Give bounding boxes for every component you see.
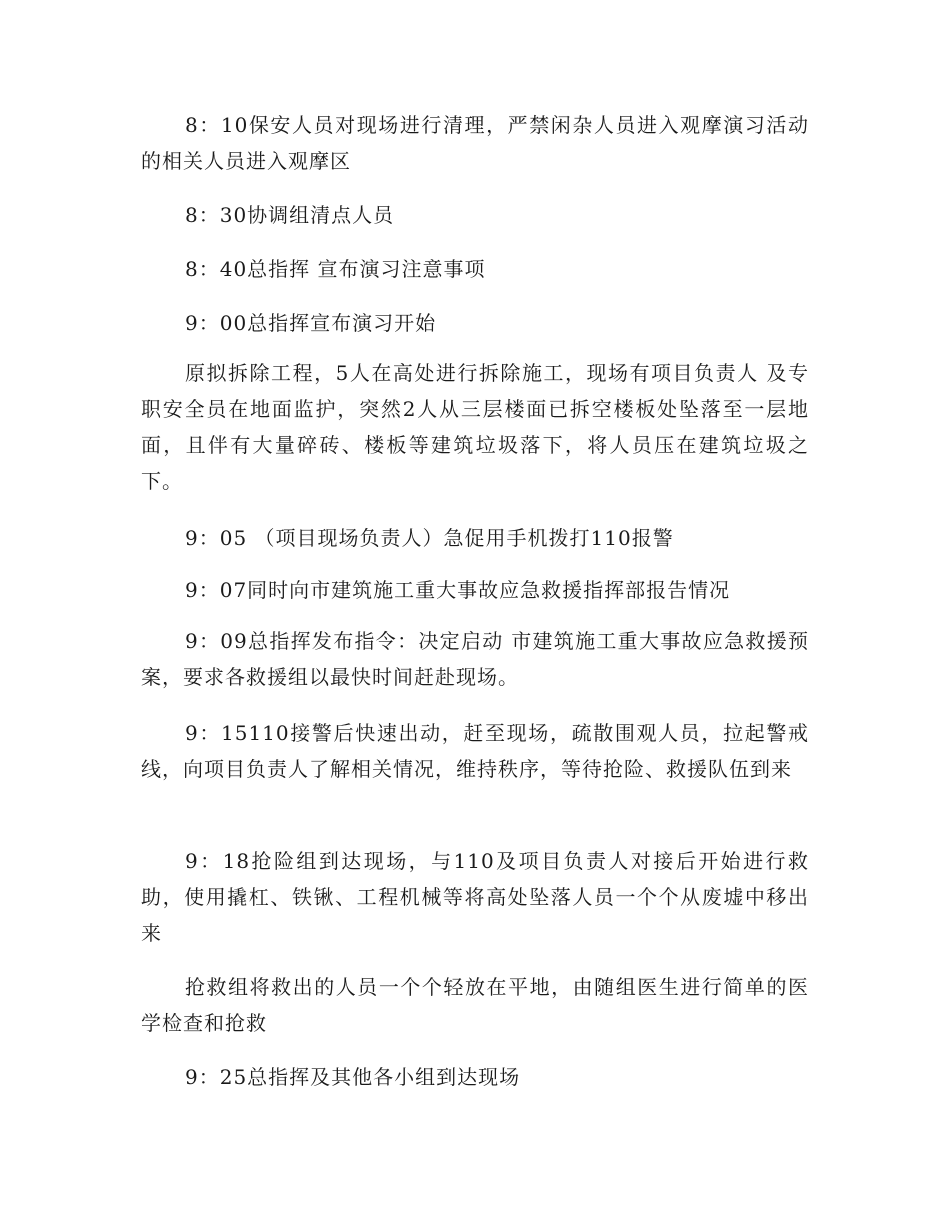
paragraph-0907-report: 9：07同时向市建筑施工重大事故应急救援指挥部报告情况 (185, 578, 731, 602)
paragraph-0900-drill-start: 9：00总指挥宣布演习开始 (185, 311, 437, 335)
paragraph-0830-headcount: 8：30协调组清点人员 (185, 203, 395, 227)
paragraph-0840-safety-briefing: 8：40总指挥 宣布演习注意事项 (185, 257, 486, 281)
paragraph-0925-command-arrive: 9：25总指挥及其他各小组到达现场 (185, 1065, 521, 1089)
paragraph-first-aid: 抢救组将救出的人员一个个轻放在平地，由随组医生进行简单的医学检查和抢救 (141, 975, 809, 1035)
paragraph-scenario-description: 原拟拆除工程，5人在高处进行拆除施工，现场有项目负责人 及专职安全员在地面监护，突然2人从三层楼面已拆空楼板处坠落至一层地面，且伴有大量碎砖、楼板等建筑垃圾落下，将人员压在建筑垃圾之下。 (141, 361, 809, 493)
paragraph-0915-police-arrive: 9：15110接警后快速出动，赶至现场，疏散围观人员，拉起警戒线，向项目负责人了解相关情况，维持秩序，等待抢险、救援队伍到来 (141, 721, 809, 781)
paragraph-0905-police-call: 9：05 （项目现场负责人）急促用手机拨打110报警 (185, 526, 674, 550)
paragraph-0909-activate-plan: 9：09总指挥发布指令：决定启动 市建筑施工重大事故应急救援预案，要求各救援组以最快时间赶赴现场。 (141, 629, 809, 689)
paragraph-0918-rescue-team: 9：18抢险组到达现场，与110及项目负责人对接后开始进行救助，使用撬杠、铁锹、工程机械等将高处坠落人员一个个从废墟中移出来 (141, 849, 809, 945)
paragraph-0810-site-clearing: 8：10保安人员对现场进行清理，严禁闲杂人员进入观摩演习活动的相关人员进入观摩区 (141, 113, 809, 173)
